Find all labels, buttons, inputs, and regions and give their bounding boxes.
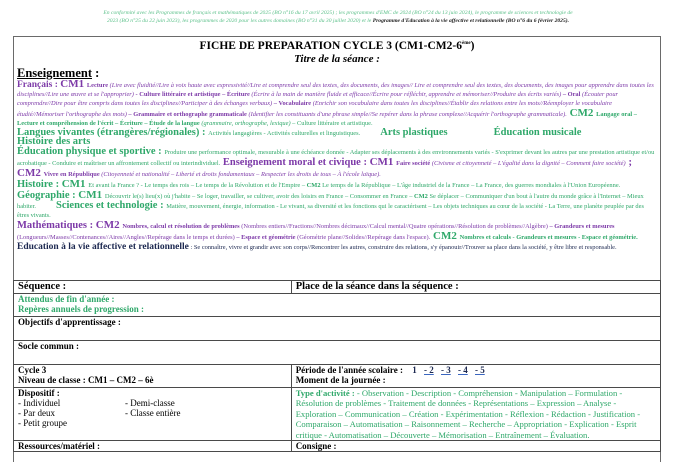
dispositif-individuel[interactable]: - Individuel [18,398,61,408]
dispositif-label: Dispositif : [18,388,60,398]
socle-commun-field[interactable]: Socle commun : [14,341,661,365]
type-activite-label: Type d'activité : [295,388,355,398]
attendus-label: Attendus de fin d'année : [18,294,115,304]
periode-row [296,365,656,375]
program-reference-note [0,9,676,25]
subject-eps-emc: Éducation physique et sportive : Produire une performance optimale, mesurable à une échéance donnée - Adapter ses déplacements à des environnements variés - S'exprimer devant les autres par une prestation artistique et/ou acrobatique - Conduire et maîtriser un affrontement collectif ou interindividuel. Enseignement moral et civique : CM1 Faire société (Civisme et citoyenneté – L'égalité dans la dignité – Comment faire société) ; CM2 Vivre en République (Citoyenneté et nationalité – Liberté et droits fondamentaux – Respecter les droits de tous – À l'école laïque). [17,146,655,180]
enseignement-section [17,66,657,252]
preparation-sheet [13,36,661,462]
periode-option-3[interactable]: - 3 [441,365,451,375]
subject-histoire-geo-sciences: Histoire : CM1 Et avant la France ? - Le temps des rois – Le temps de la Révolution et de l'Empire – CM2 Le temps de la République – L'âge industriel de la France – La France, des guerres mondiales à l'Union Européenne.Géographie : CM1 Découvrir le(s) lieu(x) où j'habite – Se loger, travailler, se cultiver, avoir des loisirs en France – Consommer en France – CM2 Se déplacer – Communiquer d'un bout à l'autre du monde grâce à l'Internet – Mieux habiter. Sciences et technologie : Matière, mouvement, énergie, information - Le vivant, sa diversité et les fonctions qui le caractérisent – Les objets techniques au cœur de la société - La Terre, une planète peuplée par des êtres vivants. [17,178,644,219]
dispositif-demi-classe[interactable]: - Demi-classe [125,398,175,408]
cycle-niveau-cell [14,365,292,388]
dispositif-cell [14,388,292,441]
periode-option-1[interactable]: 1 [412,365,417,375]
sequence-field[interactable]: Séquence : [14,281,292,294]
dispositif-petit-groupe[interactable]: - Petit groupe [18,418,67,428]
subject-evar: Education à la vie affective et relationnelle : Se connaître, vivre et grandir avec son corps//Rencontrer les autres, construire des relations, s'y épanouir//Trouver sa place dans la société, y être libre et responsable. [17,241,617,252]
evar-reference: Programme d'Education à la vie affective et relationnelle (BO n°6 du 6 février 2025). [372,18,570,24]
program-note-line-1: En conformité avec les Programmes de français et mathématiques de 2025 (BO n°16 du 17 avril 2025) ; les programmes d'EMC de 2024 (BO n°24 du 13 juin 2024), le programme de sciences et technologie de [103,10,573,16]
session-title-field[interactable]: Titre de la séance : [294,53,380,65]
ressources-field[interactable]: Ressources/matériel : [14,441,292,452]
place-in-sequence-field[interactable]: Place de la séance dans la séquence : [291,281,660,294]
objectifs-field[interactable]: Objectifs d'apprentissage : [14,317,661,341]
sheet-title: FICHE DE PREPARATION CYCLE 3 (CM1-CM2-6ème) [199,40,475,52]
periode-option-2[interactable]: - 2 [424,365,434,375]
periode-option-4[interactable]: - 4 [458,365,468,375]
program-note-line-2: 2023 (BO n°25 du 22 juin 2023), les programmes de 2020 pour les autres domaines (BO n°31 du 30 juillet 2020) et le Programme d'Education à la vie affective et relationnelle (BO n°6 du 6 février 2025). [106,18,570,24]
subject-arts-plastiques: Arts plastiques [380,126,448,138]
dispositif-par-deux[interactable]: - Par deux [18,408,55,418]
periode-option-5[interactable]: - 5 [475,365,485,375]
periode-moment-cell [291,365,660,388]
type-activite-cell [291,388,660,441]
cycle-label: Cycle 3 [18,365,47,375]
subject-education-musicale: Éducation musicale [493,126,582,138]
subject-mathematiques: Mathématiques : CM2 Nombres, calcul et résolution de problèmes (Nombres entiers//Fractions//Nombres décimaux//Calcul mental//Quatre opérations//Résolution de problèmes//Algèbre) – Grandeurs et mesures (Longueurs//Masses//Contenances//Aires//Angles//Repérage dans le temps et durées) – Espace et géométrie (Géométrie plane//Solides//Repérage dans l'espace). CM2 Nombres et calculs - Grandeurs et mesures - Espace et géométrie. [17,218,638,242]
dispositif-classe-entiere[interactable]: - Classe entière [125,408,181,418]
niveau-label: Niveau de classe : CM1 – CM2 – 6è [18,375,154,385]
type-activite-list[interactable]: - Observation - Description - Compréhension - Manipulation – Formulation - Résolution de problèmes - Traitement de données - Représentations – Expression – Analyse - Exploration – Communication – Création - Expérimentation - Réflexion - Rédaction - Justification - Comparaison – Automatisation – Raisonnement – Recherche – Appropriation - Explication - Esprit critique - Automatisation – Découverte – Mémorisation – Entraînement – Évaluation. [295,388,641,440]
subject-francais: Français : CM1 Lecture (Lire avec fluidité//Lire à voix haute avec expressivité//Lire et comprendre seul des textes, des documents, des images// Lire et comprendre seul des textes, des documents, des images pour apprendre dans toutes les disciplines//Lire une œuvre et se l'approprier) - Culture littéraire et artistique – Écriture (Écrire à la main de manière fluide et efficace//Écrire pour réfléchir, apprendre et mémoriser//Produire des écrits variés) – Oral (Écouter pour comprendre//Dire pour être compris dans toutes les disciplines//Participer à des échanges verbaux) – Vocabulaire (Enrichir son vocabulaire dans toutes les disciplines//Établir des relations entre les mots//Réemployer le vocabulaire étudié//Mémoriser l'orthographe des mots) – Grammaire et orthographe grammaticale (Identifier les constituants d'une phrase simple//Se repérer dans la phrase complexe//Acquérir l'orthographe grammaticale). CM2 Langage oral – Lecture et compréhension de l'écrit – Écriture – Étude de la langue (grammaire, orthographe, lexique) – Culture littéraire et artistique. [17,78,654,127]
moment-journee-field[interactable]: Moment de la journée : [295,375,386,385]
reperes-label: Repères annuels de progression : [18,304,145,314]
subject-histoire-des-arts: Histoire des arts [17,136,91,148]
session-details-table [13,280,661,452]
subject-langues-arts: Langues vivantes (étrangères/régionales) : Activités langagières - Activités culturelles et linguistiques. Arts plastiques Éducation musicaleHistoire des arts [17,126,582,148]
consigne-field[interactable]: Consigne : [291,441,660,452]
attendus-reperes-cell[interactable] [14,294,661,317]
periode-label: Période de l'année scolaire : [295,365,403,375]
enseignement-heading: Enseignement : [17,66,100,80]
